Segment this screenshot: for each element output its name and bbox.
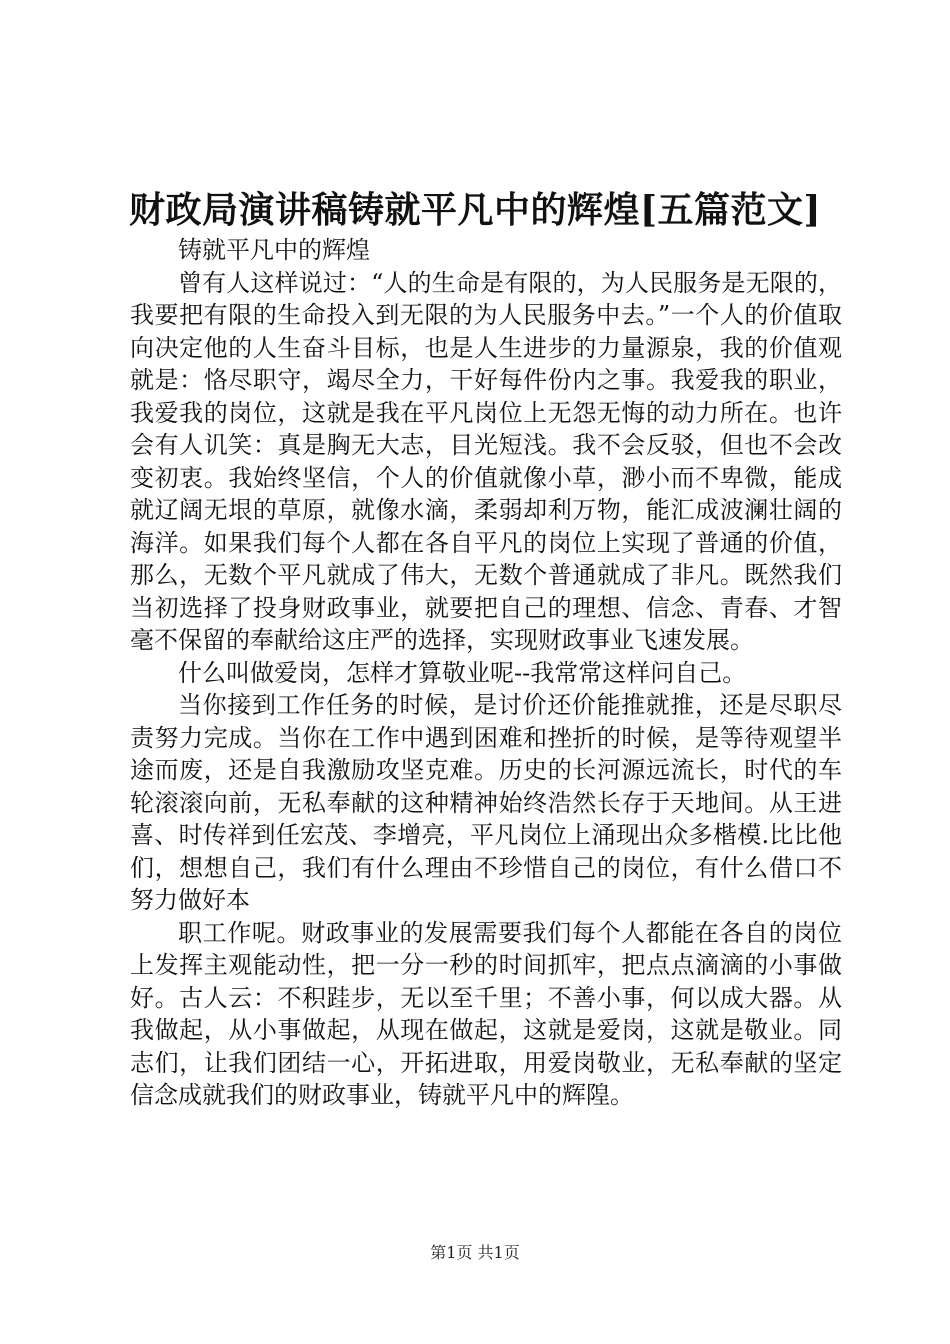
paragraph: 职工作呢。财政事业的发展需要我们每个人都能在各自的岗位上发挥主观能动性，把一分一秒的时间抓牢，把点点滴滴的小事做好。古人云：不积跬步，无以至千里；不善小事，何以成大器。从我做起，从小事做起，从现在做起，这就是爱岗，这就是敬业。同志们，让我们团结一心，开拓进取，用爱岗敬业，无私奉献的坚定信念成就我们的财政事业，铸就平凡中的辉隍。 [130, 918, 842, 1109]
document-body [130, 234, 842, 1112]
paragraph-subtitle: 铸就平凡中的辉煌 [178, 236, 370, 264]
paragraph: 当你接到工作任务的时候，是讨价还价能推就推，还是尽职尽责努力完成。当你在工作中遇到困难和挫折的时候，是等待观望半途而废，还是自我激励攻坚克难。历史的长河源远流长，时代的车轮滚滚向前，无私奉献的这种精神始终浩然长存于天地间。从王进喜、时传祥到任宏茂、李增亮，平凡岗位上涌现出众多楷模.比比他们，想想自己，我们有什么理由不珍惜自己的岗位，有什么借口不努力做好本 [130, 691, 842, 914]
paragraph: 什么叫做爱岗，怎样才算敬业呢--我常常这样问自己。 [178, 658, 747, 687]
document-title: 财政局演讲稿铸就平凡中的辉煌[五篇范文] [128, 189, 822, 231]
page-footer: 第1页 共1页 [430, 1243, 520, 1262]
paragraph: 曾有人这样说过：“人的生命是有限的，为人民服务是无限的，我要把有限的生命投入到无限的为人民服务中去。”一个人的价值取向决定他的人生奋斗目标，也是人生进步的力量源泉，我的价值观就是：恪尽职守，竭尽全力，干好每件份内之事。我爱我的职业，我爱我的岗位，这就是我在平凡岗位上无怨无悔的动力所在。也许会有人讥笑：真是胸无大志，目光短浅。我不会反驳，但也不会改变初衷。我始终坚信，个人的价值就像小草，渺小而不卑微，能成就辽阔无垠的草原，就像水滴，柔弱却利万物，能汇成波澜壮阔的海洋。如果我们每个人都在各自平凡的岗位上实现了普通的价值，那么，无数个平凡就成了伟大，无数个普通就成了非凡。既然我们当初选择了投身财政事业，就要把自己的理想、信念、青春、才智毫不保留的奉献给这庄严的选择，实现财政事业飞速发展。 [130, 268, 842, 654]
